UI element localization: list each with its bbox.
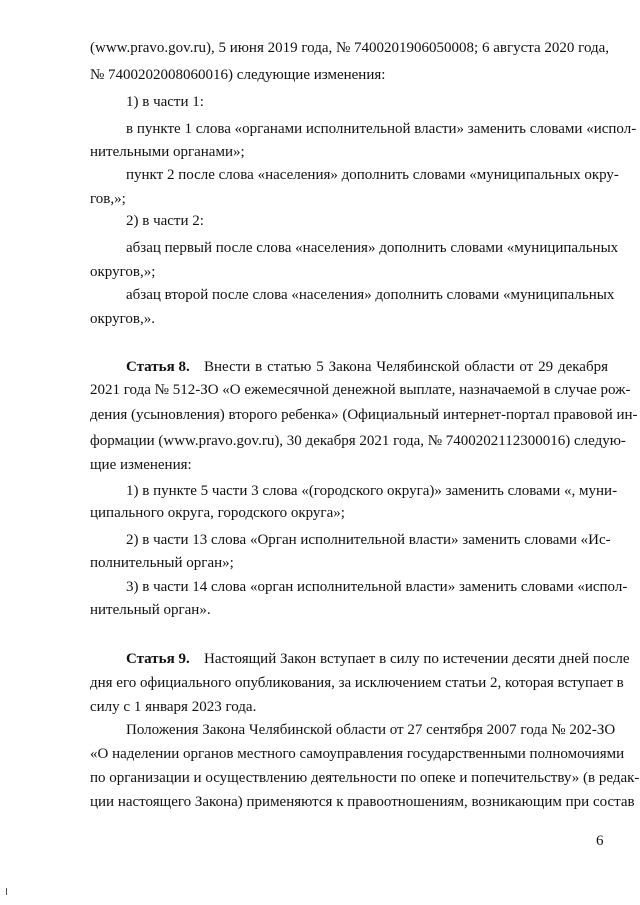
text-line: ципального округа, городского округа»;: [90, 505, 345, 521]
text-line: гов,»;: [90, 191, 126, 207]
text-line: щие изменения:: [90, 457, 192, 473]
scan-mark: [6, 888, 7, 895]
text-line: полнительный орган»;: [90, 555, 234, 571]
text-line: (www.pravo.gov.ru), 5 июня 2019 года, № 7400201906050008; 6 августа 2020 года,: [90, 40, 610, 56]
article-8-heading: Статья 8.: [126, 359, 190, 375]
text-line: дня его официального опубликования, за исключением статьи 2, которая вступает в: [90, 675, 624, 691]
text-line: нительный орган».: [90, 602, 211, 618]
text-line: в пункте 1 слова «органами исполнительной власти» заменить словами «испол-: [126, 121, 637, 137]
text-line: дения (усыновления) второго ребенка» (Официальный интернет-портал правовой ин-: [90, 407, 638, 423]
text-line: Положения Закона Челябинской области от 27 сентября 2007 года № 202-ЗО: [126, 722, 616, 738]
text-line: Настоящий Закон вступает в силу по истечении десяти дней после: [204, 651, 630, 667]
list-item-marker: 1) в части 1:: [126, 94, 204, 110]
text-line: 2021 года № 512-ЗО «О ежемесячной денежной выплате, назначаемой в случае рож-: [90, 382, 631, 398]
text-line: по организации и осуществлению деятельности по опеке и попечительству» (в редак-: [90, 770, 640, 786]
text-line: 1) в пункте 5 части 3 слова «(городского округа)» заменить словами «, муни-: [126, 483, 618, 499]
text-line: ции настоящего Закона) применяются к правоотношениям, возникающим при состав: [90, 794, 635, 810]
text-line: пункт 2 после слова «населения» дополнить словами «муниципальных окру-: [126, 167, 619, 183]
page-number: 6: [596, 833, 604, 849]
text-line: силу с 1 января 2023 года.: [90, 699, 257, 715]
text-line: Внести в статью 5 Закона Челябинской области от 29 декабря: [204, 359, 608, 375]
text-line: округов,».: [90, 311, 155, 327]
article-9-heading: Статья 9.: [126, 651, 190, 667]
text-line: 2) в части 13 слова «Орган исполнительной власти» заменить словами «Ис-: [126, 532, 611, 548]
text-line: нительными органами»;: [90, 144, 245, 160]
text-line: формации (www.pravo.gov.ru), 30 декабря 2021 года, № 7400202112300016) следую-: [90, 433, 626, 449]
text-line: 3) в части 14 слова «орган исполнительной власти» заменить словами «испол-: [126, 579, 628, 595]
text-line: «О наделении органов местного самоуправления государственными полномочиями: [90, 746, 625, 762]
text-line: округов,»;: [90, 264, 156, 280]
list-item-marker: 2) в части 2:: [126, 213, 204, 229]
text-line: абзац первый после слова «населения» дополнить словами «муниципальных: [126, 240, 619, 256]
text-line: абзац второй после слова «населения» дополнить словами «муниципальных: [126, 287, 615, 303]
text-line: № 7400202008060016) следующие изменения:: [90, 67, 386, 83]
